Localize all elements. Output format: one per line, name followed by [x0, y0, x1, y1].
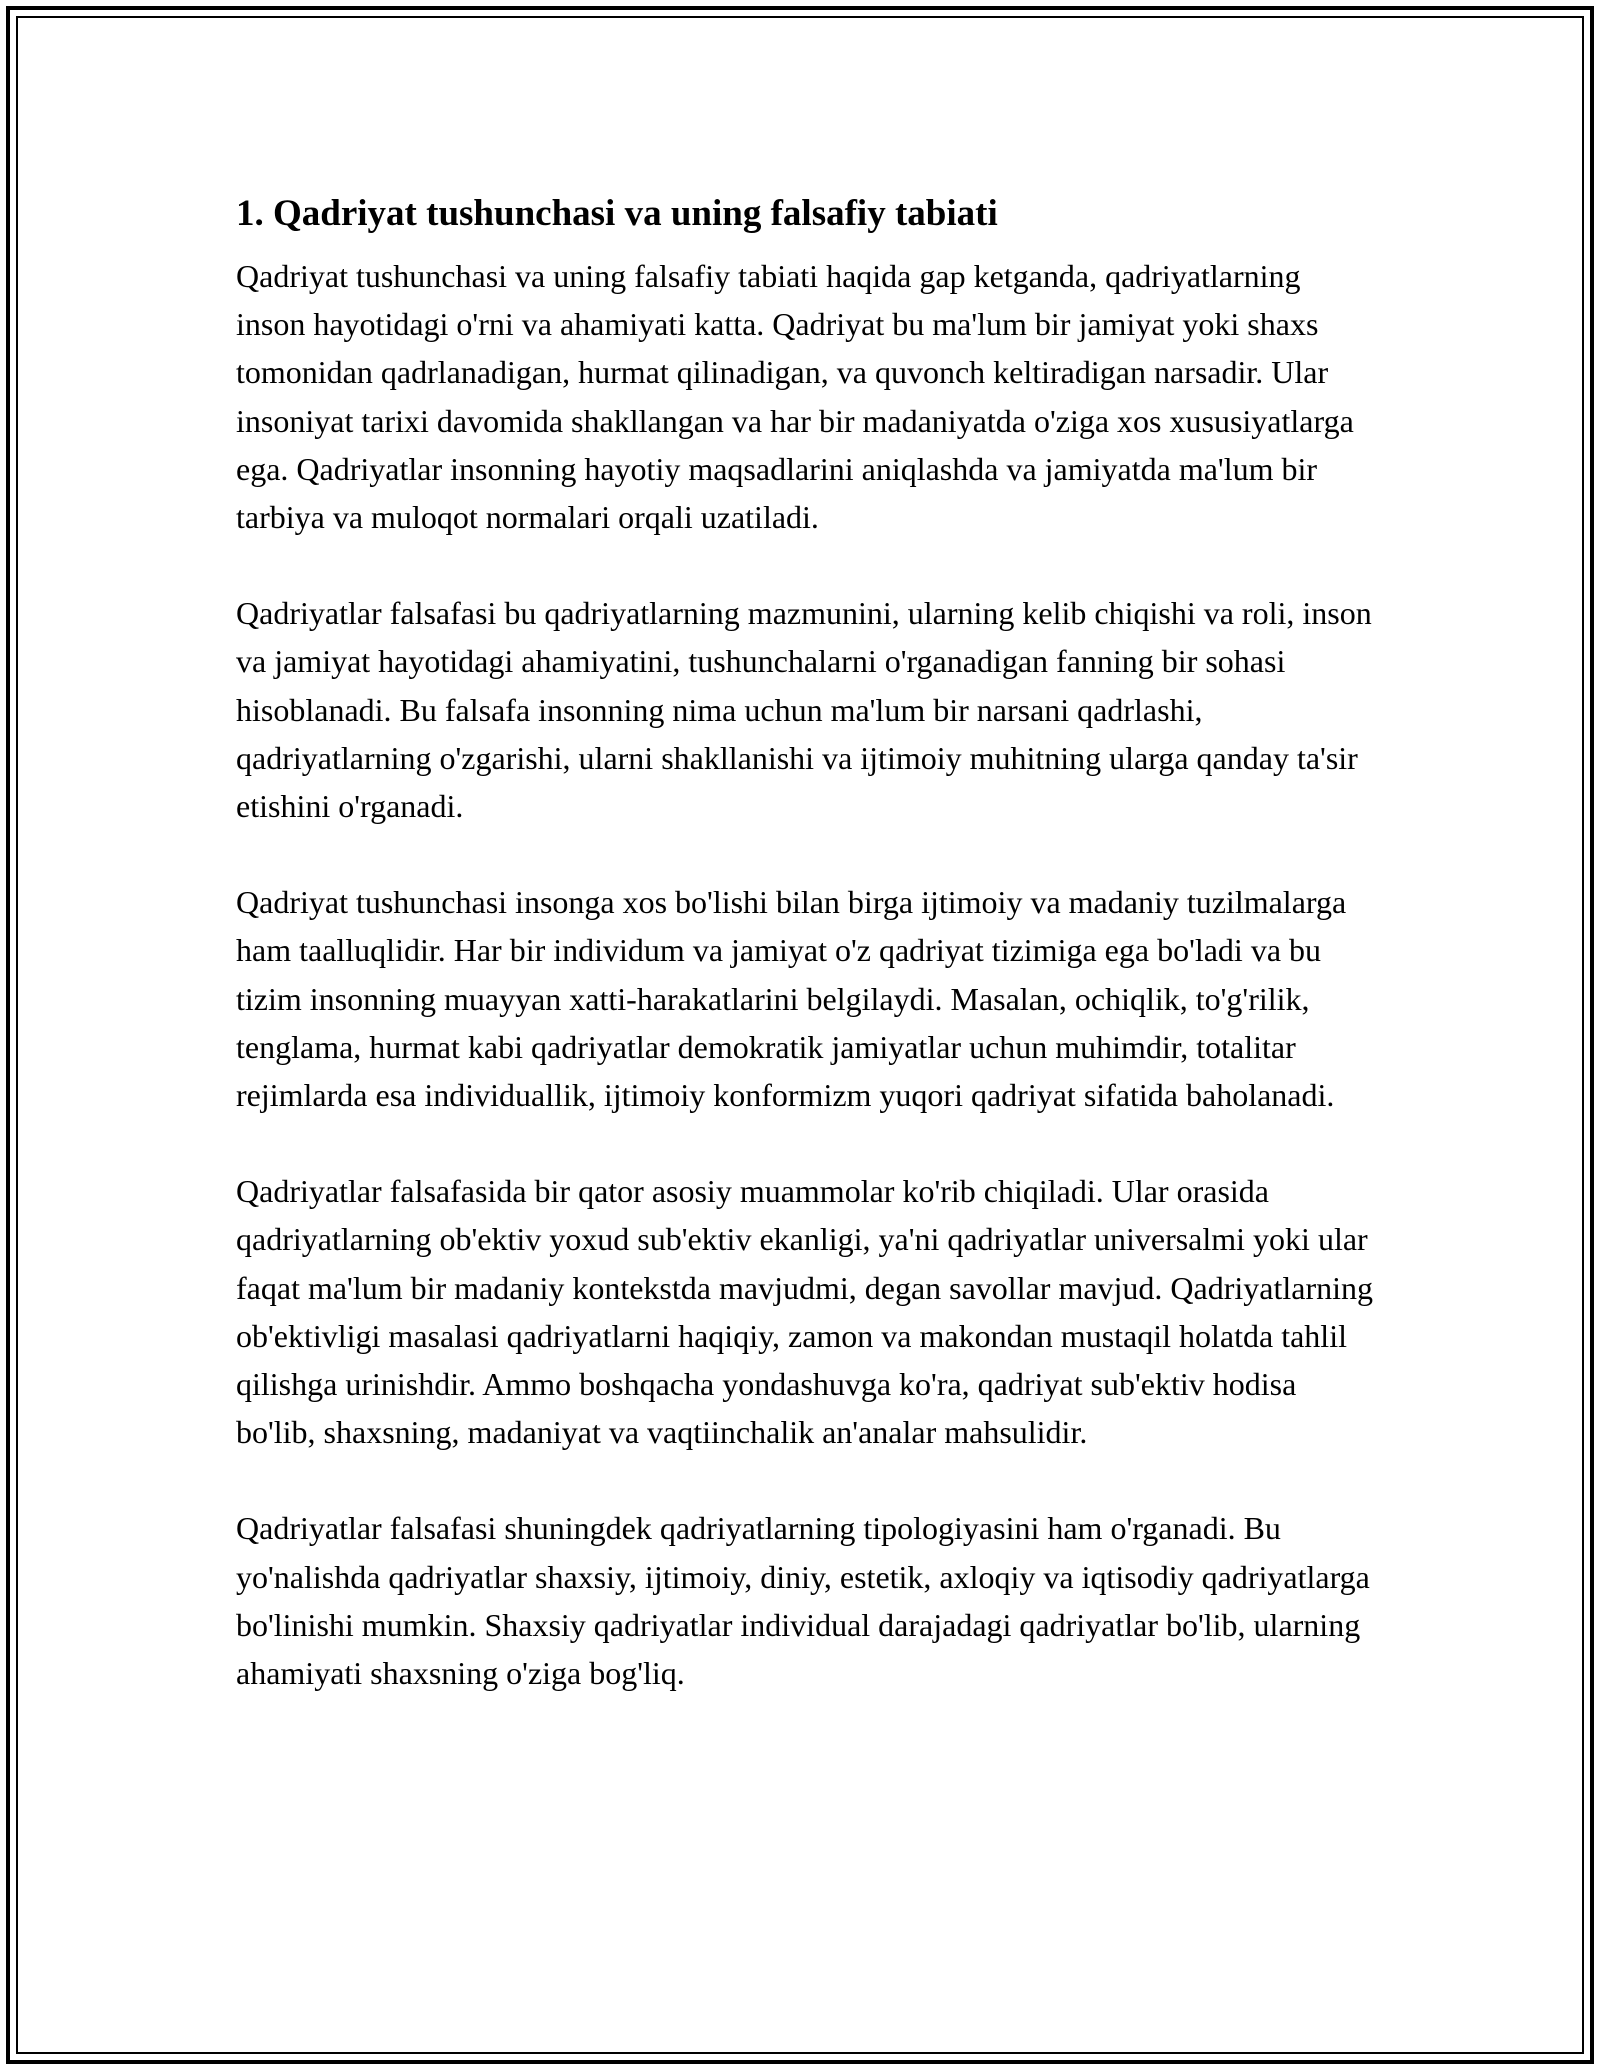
paragraph-1: Qadriyat tushunchasi va uning falsafiy tabiati haqida gap ketganda, qadriyatlarning inson hayotidagi o'rni va ahamiyati katta. Qadriyat bu ma'lum bir jamiyat yoki shaxs tomonidan qadrlanadigan, hurmat qilinadigan, va quvonch keltiradigan narsadir. Ular insoniyat tarixi davomida shakllangan va har bir madaniyatda o'ziga xos xususiyatlarga ega. Qadriyatlar insonning hayotiy maqsadlarini aniqlashda va jamiyatda ma'lum bir tarbiya va muloqot normalari orqali uzatiladi. — [236, 258, 1354, 536]
document-body — [236, 188, 1376, 1745]
paragraph-5: Qadriyatlar falsafasi shuningdek qadriyatlarning tipologiyasini ham o'rganadi. Bu yo'nalishda qadriyatlar shaxsiy, ijtimoiy, diniy, estetik, axloqiy va iqtisodiy qadriyatlarga bo'linishi mumkin. Shaxsiy qadriyatlar individual darajadagi qadriyatlar bo'lib, ularning ahamiyati shaxsning o'ziga bog'liq. — [236, 1510, 1370, 1692]
section-heading: 1. Qadriyat tushunchasi va uning falsafiy tabiati — [236, 193, 998, 234]
paragraph-4: Qadriyatlar falsafasida bir qator asosiy muammolar ko'rib chiqiladi. Ular orasida qadriyatlarning ob'ektiv yoxud sub'ektiv ekanligi, ya'ni qadriyatlar universalmi yoki ular faqat ma'lum bir madaniy kontekstda mavjudmi, degan savollar mavjud. Qadriyatlarning ob'ektivligi masalasi qadriyatlarni haqiqiy, zamon va makondan mustaqil holatda tahlil qilishga urinishdir. Ammo boshqacha yondashuvga ko'ra, qadriyat sub'ektiv hodisa bo'lib, shaxsning, madaniyat va vaqtiinchalik an'analar mahsulidir. — [236, 1173, 1374, 1451]
paragraph-3: Qadriyat tushunchasi insonga xos bo'lishi bilan birga ijtimoiy va madaniy tuzilmalarga ham taalluqlidir. Har bir individum va jamiyat o'z qadriyat tizimiga ega bo'ladi va bu tizim insonning muayyan xatti-harakatlarini belgilaydi. Masalan, ochiqlik, to'g'rilik, tenglama, hurmat kabi qadriyatlar demokratik jamiyatlar uchun muhimdir, totalitar rejimlarda esa individuallik, ijtimoiy konformizm yuqori qadriyat sifatida baholanadi. — [236, 884, 1347, 1114]
paragraph-2: Qadriyatlar falsafasi bu qadriyatlarning mazmunini, ularning kelib chiqishi va roli, inson va jamiyat hayotidagi ahamiyatini, tushunchalarni o'rganadigan fanning bir sohasi hisoblanadi. Bu falsafa insonning nima uchun ma'lum bir narsani qadrlashi, qadriyatlarning o'zgarishi, ularni shakllanishi va ijtimoiy muhitning ularga qanday ta'sir etishini o'rganadi. — [236, 595, 1372, 825]
